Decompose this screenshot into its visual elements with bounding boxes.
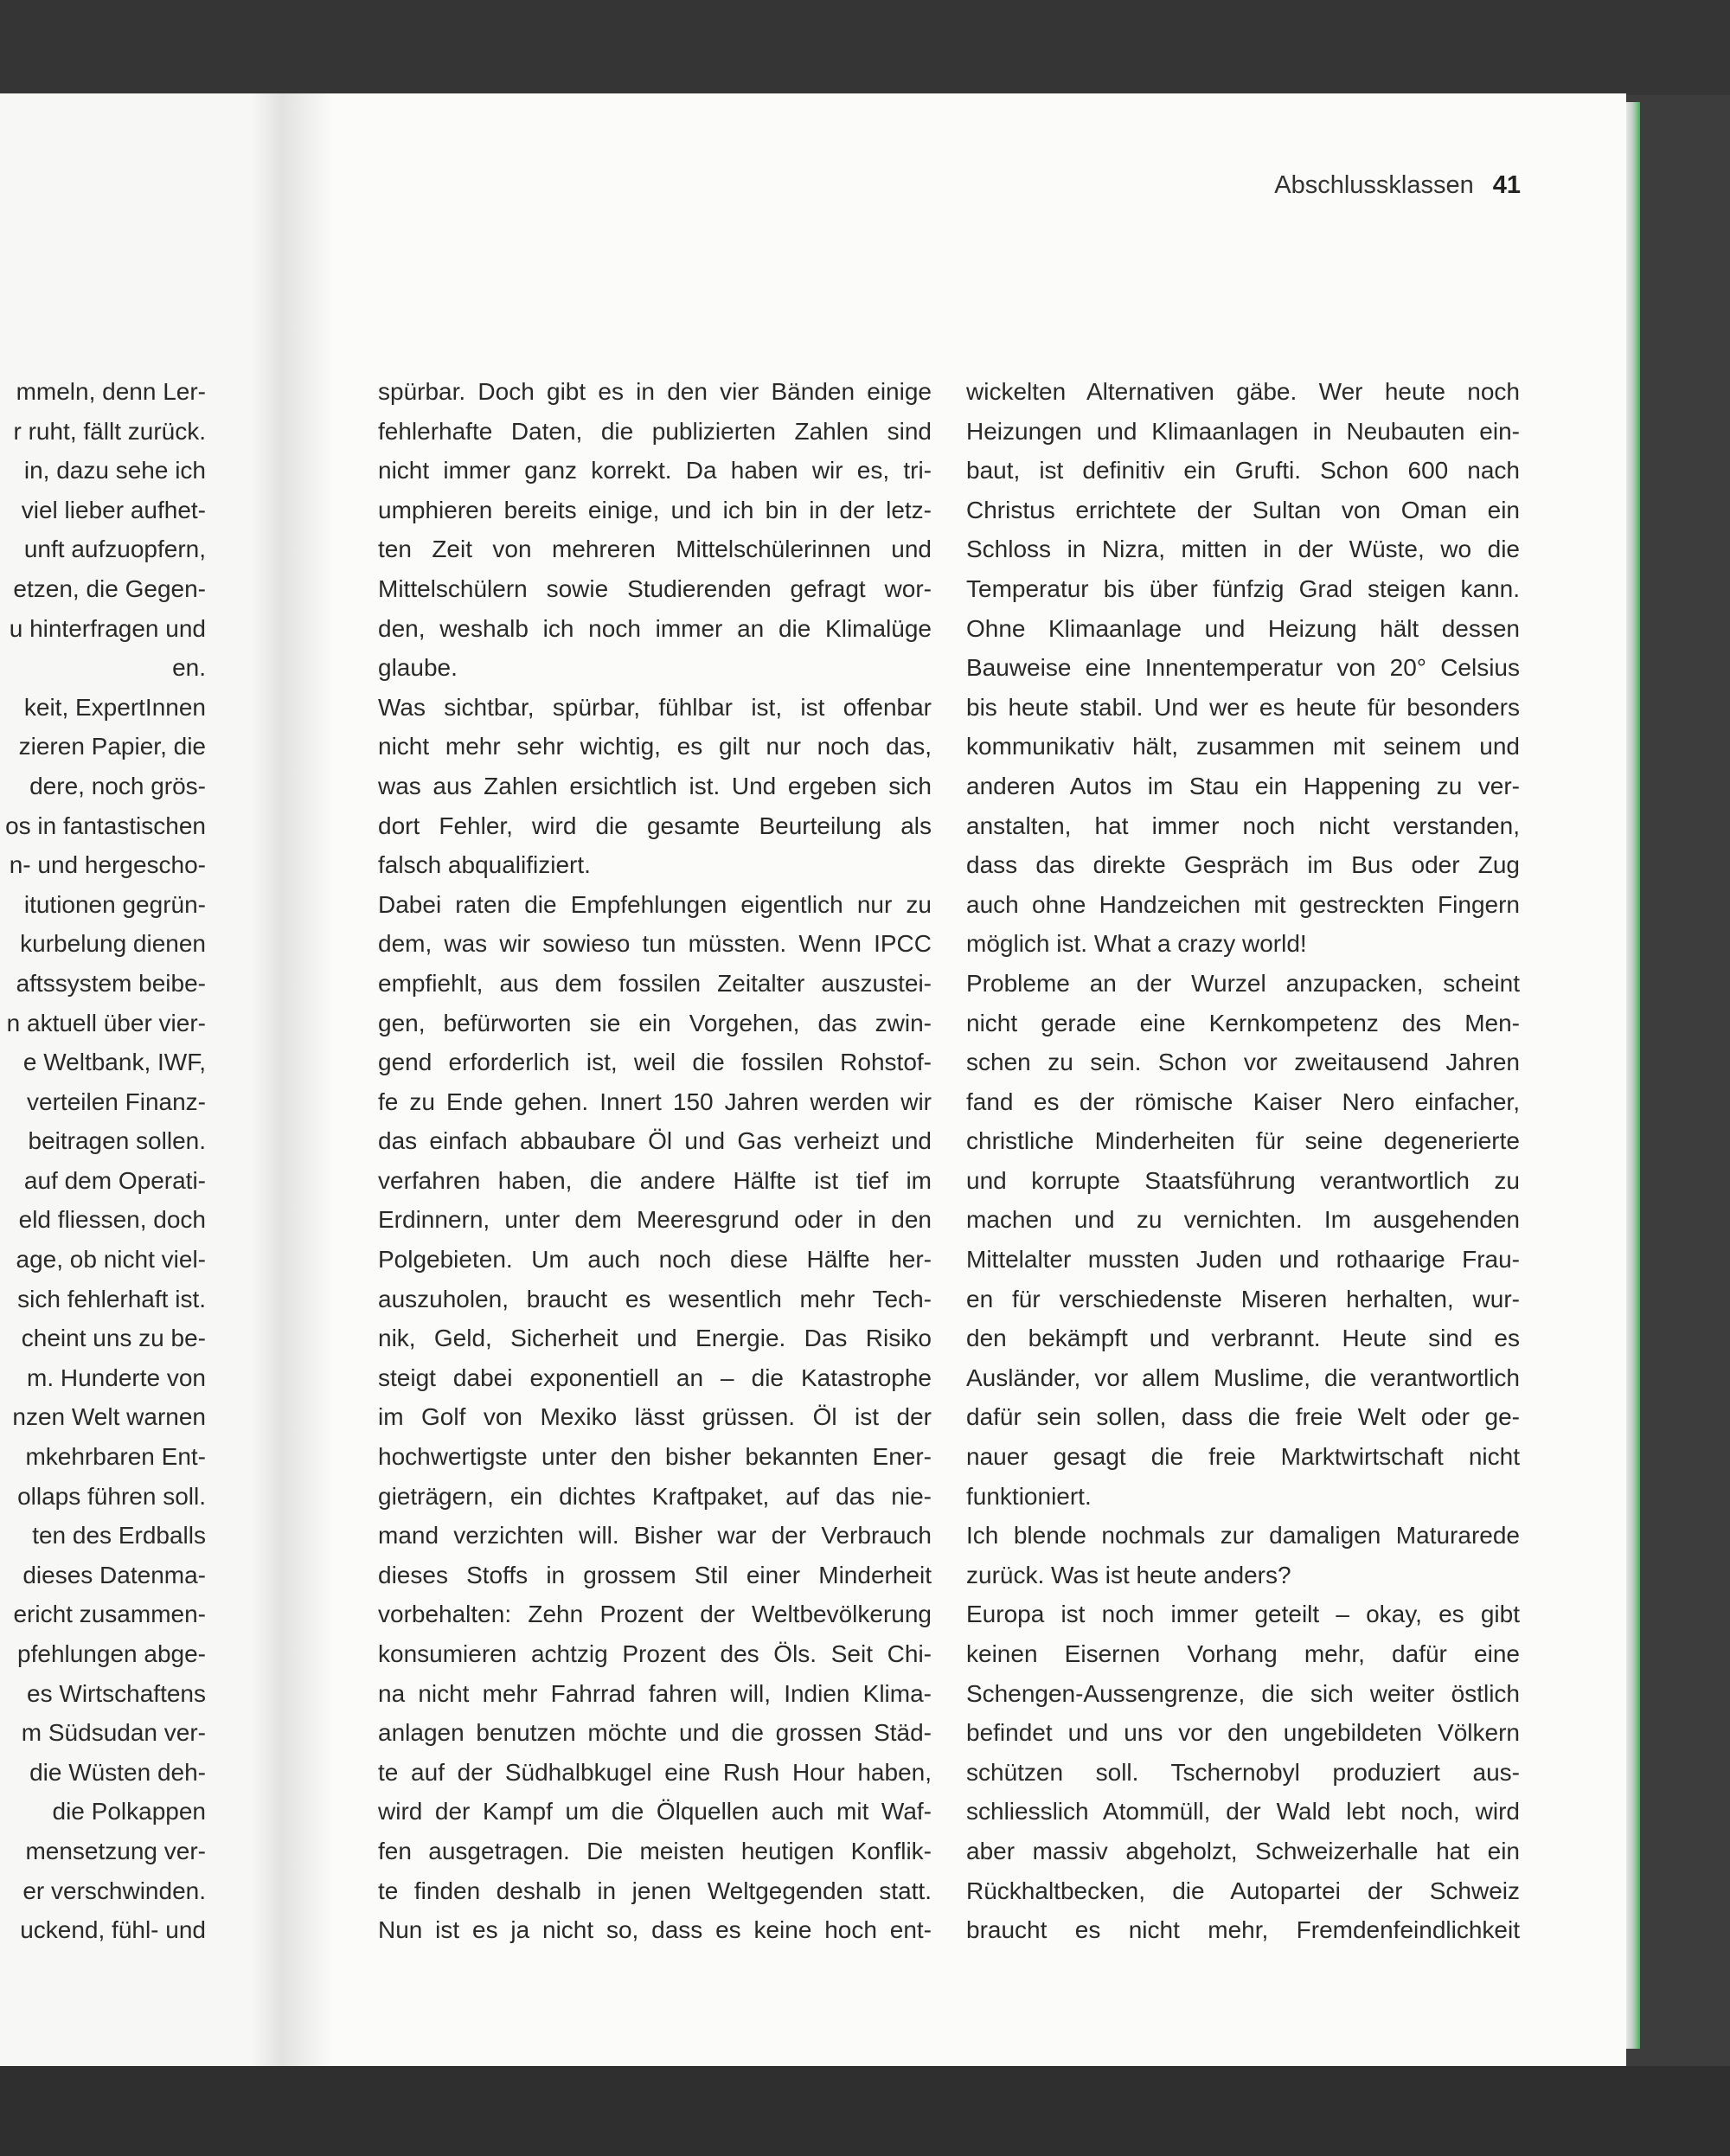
text-line: m. Hunderte von [27, 1364, 206, 1391]
text-line: mkehrbaren Ent- [25, 1443, 206, 1471]
text-line: anderen Autos im Stau ein Happening zu ver- [966, 772, 1520, 799]
text-line: Ohne Klimaanlage und Heizung hält dessen [966, 614, 1520, 642]
text-line: nicht mehr sehr wichtig, es gilt nur noch das, [378, 733, 932, 760]
text-line: empfiehlt, aus dem fossilen Zeitalter auszustei- [378, 969, 932, 997]
text-line: en für verschiedenste Miseren herhalten, wur- [966, 1285, 1520, 1312]
text-line: er verschwinden. [22, 1877, 206, 1904]
text-line: Ausländer, vor allem Muslime, die verantwortlich [966, 1364, 1520, 1391]
text-line: die Polkappen [52, 1798, 206, 1826]
text-line: itutionen gegrün- [23, 890, 206, 918]
text-line: möglich ist. What a crazy world! [966, 930, 1307, 958]
text-line: Schloss in Nizra, mitten in der Wüste, wo die [966, 536, 1520, 563]
text-line: Bauweise eine Innentemperatur von 20° Celsius [966, 654, 1520, 682]
text-line: kurbelung dienen [20, 930, 206, 958]
text-line: dieses Stoffs in grossem Stil einer Minderheit [378, 1561, 932, 1588]
text-line: aftssystem beibe- [16, 969, 206, 997]
text-line: anlagen benutzen möchte und die grossen Städ- [378, 1719, 932, 1747]
text-line: auch ohne Handzeichen mit gestreckten Fingern [966, 890, 1520, 918]
section-title: Abschlussklassen [1274, 171, 1474, 199]
text-line: anstalten, hat immer noch nicht verstanden, [966, 812, 1520, 839]
text-line: keinen Eisernen Vorhang mehr, dafür eine [966, 1640, 1520, 1667]
text-line: christliche Minderheiten für seine degenerierte [966, 1127, 1520, 1155]
text-line: hochwertigste unter den bisher bekannten Ener- [378, 1443, 932, 1471]
text-line: schliesslich Atommüll, der Wald lebt noch, wird [966, 1798, 1520, 1826]
text-line: fand es der römische Kaiser Nero einfacher, [966, 1088, 1520, 1115]
text-line: umphieren bereits einige, und ich bin in der letz- [378, 496, 932, 523]
text-line: sich fehlerhaft ist. [17, 1285, 206, 1312]
text-line: den, weshalb ich noch immer an die Klimalüge [378, 614, 932, 642]
text-line: gend erforderlich ist, weil die fossilen Rohstof- [378, 1049, 932, 1076]
text-line: Rückhaltbecken, die Autopartei der Schweiz [966, 1877, 1520, 1904]
text-line: Mittelschülern sowie Studierenden gefragt wor- [378, 574, 932, 602]
text-line: vorbehalten: Zehn Prozent der Weltbevölkerung [378, 1601, 932, 1628]
text-line: os in fantastischen [5, 812, 206, 839]
text-line: gieträgern, ein dichtes Kraftpaket, auf das nie- [378, 1482, 932, 1510]
text-line: wickelten Alternativen gäbe. Wer heute noch [966, 378, 1520, 405]
text-line: n aktuell über vier- [6, 1009, 206, 1036]
text-line: fehlerhafte Daten, die publizierten Zahlen sind [378, 417, 932, 445]
text-line: Was sichtbar, spürbar, fühlbar ist, ist offenbar [378, 693, 932, 721]
text-line: cheint uns zu be- [21, 1325, 206, 1352]
text-line: en. [172, 654, 206, 682]
text-line: steigt dabei exponentiell an – die Katastrophe [378, 1364, 932, 1391]
text-line: m Südsudan ver- [21, 1719, 206, 1747]
background-surface-bottom [0, 2066, 1730, 2156]
text-line: nzen Welt warnen [12, 1403, 206, 1431]
text-line: Christus errichtete der Sultan von Oman ein [966, 496, 1520, 523]
page-block-edge [1626, 102, 1640, 2049]
text-line: in, dazu sehe ich [23, 457, 206, 484]
text-line: dere, noch grös- [29, 772, 206, 799]
page-number: 41 [1492, 171, 1521, 199]
text-line: dafür sein sollen, dass die freie Welt oder ge- [966, 1403, 1520, 1431]
text-line: Europa ist noch immer geteilt – okay, es gibt [966, 1601, 1520, 1628]
text-line: fen ausgetragen. Die meisten heutigen Konflik- [378, 1837, 932, 1864]
text-line: Schengen-Aussengrenze, die sich weiter östlich [966, 1679, 1520, 1707]
text-line: unft aufzuopfern, [23, 536, 206, 563]
text-line: Polgebieten. Um auch noch diese Hälfte her- [378, 1246, 932, 1274]
text-column-right [966, 372, 1520, 1950]
text-line: schützen soll. Tschernobyl produziert aus- [966, 1758, 1520, 1786]
text-line: fe zu Ende gehen. Innert 150 Jahren werden wir [378, 1088, 932, 1115]
text-line: ericht zusammen- [13, 1601, 206, 1628]
text-line: spürbar. Doch gibt es in den vier Bänden einige [378, 378, 932, 405]
text-line: dem, was wir sowieso tun müssten. Wenn IPCC [378, 930, 932, 958]
running-header [1124, 171, 1521, 200]
text-line: nik, Geld, Sicherheit und Energie. Das Risiko [378, 1325, 932, 1352]
text-line: Mittelalter mussten Juden und rothaarige Frau- [966, 1246, 1520, 1274]
text-line: dort Fehler, wird die gesamte Beurteilung als [378, 812, 932, 839]
text-line: nicht gerade eine Kernkompetenz des Men- [966, 1009, 1520, 1036]
text-line: zieren Papier, die [18, 733, 206, 760]
text-line: wird der Kampf um die Ölquellen auch mit Waf- [378, 1798, 932, 1826]
text-line: beitragen sollen. [28, 1127, 206, 1155]
text-line: funktioniert. [966, 1482, 1092, 1510]
text-line: dieses Datenma- [22, 1561, 206, 1588]
text-line: uckend, fühl- und [20, 1916, 206, 1944]
text-line: auf dem Operati- [23, 1166, 206, 1194]
text-line: eld fliessen, doch [18, 1206, 206, 1234]
text-line: verfahren haben, die andere Hälfte ist tief im [378, 1166, 932, 1194]
text-line: Nun ist es ja nicht so, dass es keine hoch ent- [378, 1916, 932, 1944]
text-line: mand verzichten will. Bisher war der Verbrauch [378, 1522, 932, 1550]
text-line: mensetzung ver- [25, 1837, 206, 1864]
text-line: befindet und uns vor den ungebildeten Völkern [966, 1719, 1520, 1747]
text-line: Ich blende nochmals zur damaligen Maturarede [966, 1522, 1520, 1550]
text-line: konsumieren achtzig Prozent des Öls. Seit Chi- [378, 1640, 932, 1667]
text-line: te finden deshalb in jenen Weltgegenden statt. [378, 1877, 932, 1904]
text-line: glaube. [378, 654, 458, 682]
text-line: u hinterfragen und [9, 614, 206, 642]
text-line: ollaps führen soll. [17, 1482, 206, 1510]
text-line: es Wirtschaftens [27, 1679, 206, 1707]
text-line: viel lieber aufhet- [21, 496, 206, 523]
text-line: n- und hergescho- [9, 851, 206, 879]
text-line: aber massiv abgeholzt, Schweizerhalle hat ein [966, 1837, 1520, 1864]
text-line: bis heute stabil. Und wer es heute für besonders [966, 693, 1520, 721]
text-line: Probleme an der Wurzel anzupacken, scheint [966, 969, 1520, 997]
background-surface [0, 0, 1730, 95]
text-line: im Golf von Mexiko lässt grüssen. Öl ist der [378, 1403, 932, 1431]
text-line: kommunikativ hält, zusammen mit seinem und [966, 733, 1520, 760]
text-line: das einfach abbaubare Öl und Gas verheizt und [378, 1127, 932, 1155]
text-line: te auf der Südhalbkugel eine Rush Hour haben, [378, 1758, 932, 1786]
left-page-text-column [0, 372, 206, 1950]
text-line: na nicht mehr Fahrrad fahren will, Indien Klima- [378, 1679, 932, 1707]
text-line: ten Zeit von mehreren Mittelschülerinnen und [378, 536, 932, 563]
text-line: den bekämpft und verbrannt. Heute sind es [966, 1325, 1520, 1352]
text-line: und korrupte Staatsführung verantwortlich zu [966, 1166, 1520, 1194]
text-line: baut, ist definitiv ein Grufti. Schon 600 nach [966, 457, 1520, 484]
text-line: braucht es nicht mehr, Fremdenfeindlichkeit [966, 1916, 1520, 1944]
text-line: ten des Erdballs [32, 1522, 206, 1550]
text-line: pfehlungen abge- [17, 1640, 206, 1667]
text-line: auszuholen, braucht es wesentlich mehr Tech- [378, 1285, 932, 1312]
text-line: Dabei raten die Empfehlungen eigentlich nur zu [378, 890, 932, 918]
text-line: was aus Zahlen ersichtlich ist. Und ergeben sich [378, 772, 932, 799]
text-line: nicht immer ganz korrekt. Da haben wir es, tri- [378, 457, 932, 484]
text-line: zurück. Was ist heute anders? [966, 1561, 1291, 1588]
text-line: age, ob nicht viel- [16, 1246, 206, 1274]
text-line: mmeln, denn Ler- [16, 378, 206, 405]
text-line: nauer gesagt die freie Marktwirtschaft nicht [966, 1443, 1520, 1471]
text-line: verteilen Finanz- [27, 1088, 206, 1115]
text-line: gen, befürworten sie ein Vorgehen, das zwin- [378, 1009, 932, 1036]
text-line: dass das direkte Gespräch im Bus oder Zug [966, 851, 1520, 879]
text-line: falsch abqualifiziert. [378, 851, 591, 879]
text-line: die Wüsten deh- [29, 1758, 206, 1786]
text-line: e Weltbank, IWF, [22, 1049, 206, 1076]
text-line: keit, ExpertInnen [23, 693, 206, 721]
text-line: etzen, die Gegen- [13, 574, 206, 602]
text-line: Temperatur bis über fünfzig Grad steigen kann. [966, 574, 1520, 602]
text-line: machen und zu vernichten. Im ausgehenden [966, 1206, 1520, 1234]
gutter-shadow-right [281, 93, 333, 2066]
text-line: Heizungen und Klimaanlagen in Neubauten ein- [966, 417, 1520, 445]
text-line: schen zu sein. Schon vor zweitausend Jahren [966, 1049, 1520, 1076]
text-column-left [378, 372, 932, 1950]
text-line: Erdinnern, unter dem Meeresgrund oder in den [378, 1206, 932, 1234]
text-line: r ruht, fällt zurück. [13, 417, 206, 445]
